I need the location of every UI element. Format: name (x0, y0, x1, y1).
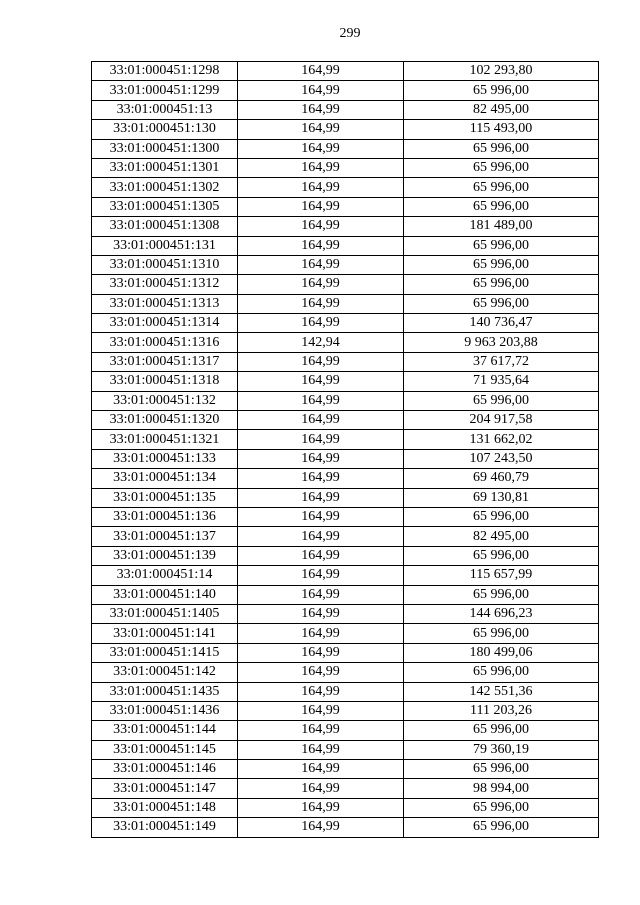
table-row (92, 314, 599, 333)
rate-cell: 164,99 (238, 449, 404, 468)
rate-cell: 164,99 (238, 701, 404, 720)
cadastral-number-cell: 33:01:000451:1305 (92, 197, 238, 216)
table-row (92, 62, 599, 81)
value-cell: 115 493,00 (404, 120, 599, 139)
table-row (92, 430, 599, 449)
rate-cell: 164,99 (238, 721, 404, 740)
cadastral-number-cell: 33:01:000451:1317 (92, 352, 238, 371)
table-row (92, 663, 599, 682)
table-row (92, 100, 599, 119)
rate-cell: 164,99 (238, 236, 404, 255)
table-row (92, 469, 599, 488)
value-cell: 71 935,64 (404, 372, 599, 391)
table-row (92, 798, 599, 817)
cadastral-number-cell: 33:01:000451:1321 (92, 430, 238, 449)
rate-cell: 164,99 (238, 624, 404, 643)
cadastral-number-cell: 33:01:000451:135 (92, 488, 238, 507)
rate-cell: 164,99 (238, 760, 404, 779)
rate-cell: 164,99 (238, 469, 404, 488)
cadastral-number-cell: 33:01:000451:130 (92, 120, 238, 139)
value-cell: 82 495,00 (404, 100, 599, 119)
rate-cell: 164,99 (238, 294, 404, 313)
cadastral-number-cell: 33:01:000451:1313 (92, 294, 238, 313)
table-row (92, 488, 599, 507)
rate-cell: 164,99 (238, 430, 404, 449)
value-cell: 65 996,00 (404, 158, 599, 177)
rate-cell: 164,99 (238, 818, 404, 837)
value-cell: 65 996,00 (404, 546, 599, 565)
rate-cell: 164,99 (238, 740, 404, 759)
page-number: 299 (339, 26, 361, 41)
cadastral-number-cell: 33:01:000451:1318 (92, 372, 238, 391)
rate-cell: 164,99 (238, 643, 404, 662)
rate-cell: 164,99 (238, 546, 404, 565)
cadastral-number-cell: 33:01:000451:1415 (92, 643, 238, 662)
cadastral-number-cell: 33:01:000451:1316 (92, 333, 238, 352)
value-cell: 65 996,00 (404, 294, 599, 313)
table-row (92, 449, 599, 468)
rate-cell: 164,99 (238, 62, 404, 81)
cadastral-number-cell: 33:01:000451:1299 (92, 81, 238, 100)
cadastral-number-cell: 33:01:000451:14 (92, 566, 238, 585)
cadastral-number-cell: 33:01:000451:141 (92, 624, 238, 643)
rate-cell: 164,99 (238, 100, 404, 119)
cadastral-number-cell: 33:01:000451:131 (92, 236, 238, 255)
table-row (92, 391, 599, 410)
table-row (92, 275, 599, 294)
rate-cell: 164,99 (238, 314, 404, 333)
rate-cell: 164,99 (238, 488, 404, 507)
table-row (92, 721, 599, 740)
cadastral-number-cell: 33:01:000451:134 (92, 469, 238, 488)
cadastral-number-cell: 33:01:000451:1301 (92, 158, 238, 177)
value-cell: 65 996,00 (404, 275, 599, 294)
cadastral-number-cell: 33:01:000451:147 (92, 779, 238, 798)
rate-cell: 164,99 (238, 372, 404, 391)
value-cell: 82 495,00 (404, 527, 599, 546)
rate-cell: 164,99 (238, 178, 404, 197)
value-cell: 65 996,00 (404, 798, 599, 817)
cadastral-number-cell: 33:01:000451:1308 (92, 217, 238, 236)
value-cell: 69 460,79 (404, 469, 599, 488)
cadastral-value-table (91, 61, 599, 838)
cadastral-number-cell: 33:01:000451:1435 (92, 682, 238, 701)
value-cell: 65 996,00 (404, 624, 599, 643)
cadastral-number-cell: 33:01:000451:1298 (92, 62, 238, 81)
table-row (92, 585, 599, 604)
cadastral-number-cell: 33:01:000451:1310 (92, 255, 238, 274)
cadastral-number-cell: 33:01:000451:1314 (92, 314, 238, 333)
value-cell: 65 996,00 (404, 236, 599, 255)
value-cell: 65 996,00 (404, 81, 599, 100)
value-cell: 181 489,00 (404, 217, 599, 236)
value-cell: 98 994,00 (404, 779, 599, 798)
value-cell: 37 617,72 (404, 352, 599, 371)
rate-cell: 164,99 (238, 81, 404, 100)
cadastral-number-cell: 33:01:000451:1320 (92, 411, 238, 430)
rate-cell: 164,99 (238, 391, 404, 410)
value-cell: 111 203,26 (404, 701, 599, 720)
rate-cell: 164,99 (238, 527, 404, 546)
table-row (92, 779, 599, 798)
rate-cell: 164,99 (238, 411, 404, 430)
value-cell: 65 996,00 (404, 760, 599, 779)
table-row (92, 546, 599, 565)
table-row (92, 566, 599, 585)
value-cell: 131 662,02 (404, 430, 599, 449)
value-cell: 65 996,00 (404, 507, 599, 526)
rate-cell: 164,99 (238, 120, 404, 139)
table-row (92, 411, 599, 430)
rate-cell: 164,99 (238, 158, 404, 177)
rate-cell: 164,99 (238, 352, 404, 371)
cadastral-number-cell: 33:01:000451:136 (92, 507, 238, 526)
rate-cell: 164,99 (238, 197, 404, 216)
table-row (92, 682, 599, 701)
table-row (92, 507, 599, 526)
value-cell: 65 996,00 (404, 139, 599, 158)
table-body (92, 62, 599, 838)
value-cell: 79 360,19 (404, 740, 599, 759)
table-row (92, 294, 599, 313)
cadastral-number-cell: 33:01:000451:137 (92, 527, 238, 546)
table-row (92, 81, 599, 100)
cadastral-number-cell: 33:01:000451:149 (92, 818, 238, 837)
value-cell: 65 996,00 (404, 255, 599, 274)
table-row (92, 701, 599, 720)
table-row (92, 604, 599, 623)
table-row (92, 624, 599, 643)
value-cell: 65 996,00 (404, 391, 599, 410)
value-cell: 204 917,58 (404, 411, 599, 430)
rate-cell: 164,99 (238, 255, 404, 274)
rate-cell: 142,94 (238, 333, 404, 352)
cadastral-number-cell: 33:01:000451:142 (92, 663, 238, 682)
value-cell: 115 657,99 (404, 566, 599, 585)
cadastral-number-cell: 33:01:000451:139 (92, 546, 238, 565)
value-cell: 65 996,00 (404, 585, 599, 604)
rate-cell: 164,99 (238, 507, 404, 526)
value-cell: 107 243,50 (404, 449, 599, 468)
table-row (92, 236, 599, 255)
rate-cell: 164,99 (238, 139, 404, 158)
value-cell: 65 996,00 (404, 178, 599, 197)
table-row (92, 740, 599, 759)
value-cell: 144 696,23 (404, 604, 599, 623)
table-row (92, 158, 599, 177)
value-cell: 142 551,36 (404, 682, 599, 701)
rate-cell: 164,99 (238, 682, 404, 701)
table-row (92, 197, 599, 216)
rate-cell: 164,99 (238, 275, 404, 294)
table-row (92, 372, 599, 391)
table-row (92, 217, 599, 236)
table-row (92, 760, 599, 779)
value-cell: 69 130,81 (404, 488, 599, 507)
cadastral-number-cell: 33:01:000451:148 (92, 798, 238, 817)
table-row (92, 643, 599, 662)
table-row (92, 527, 599, 546)
table-row (92, 178, 599, 197)
cadastral-number-cell: 33:01:000451:144 (92, 721, 238, 740)
table-row (92, 255, 599, 274)
cadastral-number-cell: 33:01:000451:1405 (92, 604, 238, 623)
value-cell: 65 996,00 (404, 818, 599, 837)
table-row (92, 333, 599, 352)
table-row (92, 352, 599, 371)
value-cell: 140 736,47 (404, 314, 599, 333)
cadastral-number-cell: 33:01:000451:146 (92, 760, 238, 779)
rate-cell: 164,99 (238, 663, 404, 682)
table-row (92, 139, 599, 158)
rate-cell: 164,99 (238, 585, 404, 604)
rate-cell: 164,99 (238, 798, 404, 817)
table-row (92, 818, 599, 837)
rate-cell: 164,99 (238, 779, 404, 798)
cadastral-number-cell: 33:01:000451:13 (92, 100, 238, 119)
value-cell: 65 996,00 (404, 721, 599, 740)
value-cell: 180 499,06 (404, 643, 599, 662)
rate-cell: 164,99 (238, 217, 404, 236)
cadastral-number-cell: 33:01:000451:1302 (92, 178, 238, 197)
cadastral-number-cell: 33:01:000451:132 (92, 391, 238, 410)
cadastral-number-cell: 33:01:000451:1436 (92, 701, 238, 720)
cadastral-number-cell: 33:01:000451:140 (92, 585, 238, 604)
value-cell: 9 963 203,88 (404, 333, 599, 352)
value-cell: 65 996,00 (404, 663, 599, 682)
rate-cell: 164,99 (238, 566, 404, 585)
cadastral-number-cell: 33:01:000451:1300 (92, 139, 238, 158)
value-cell: 65 996,00 (404, 197, 599, 216)
rate-cell: 164,99 (238, 604, 404, 623)
cadastral-number-cell: 33:01:000451:145 (92, 740, 238, 759)
table-row (92, 120, 599, 139)
value-cell: 102 293,80 (404, 62, 599, 81)
cadastral-number-cell: 33:01:000451:133 (92, 449, 238, 468)
cadastral-number-cell: 33:01:000451:1312 (92, 275, 238, 294)
